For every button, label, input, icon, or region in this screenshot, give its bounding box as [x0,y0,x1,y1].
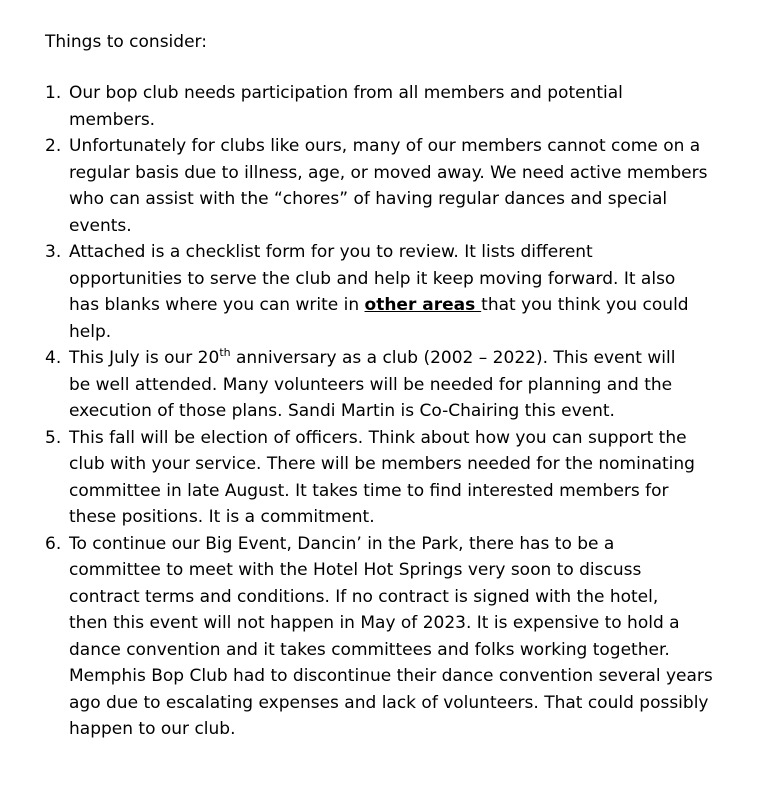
item-text-line: This fall will be election of officers. Think about how you can support the [69,427,687,448]
item-text-line: ago due to escalating expenses and lack of volunteers. That could possibly [69,692,709,713]
list-item [0,239,768,345]
item-text-line: Memphis Bop Club had to discontinue their dance convention several years [69,666,713,686]
item-text-segment: has blanks where you can write in [69,295,365,315]
item-text-line: To continue our Big Event, Dancin’ in the Park, there has to be a [69,533,615,554]
item-text-line: contract terms and conditions. If no contract is signed with the hotel, [69,586,659,607]
item-text-segment: This July is our 20 [69,348,220,368]
list-item [0,345,768,425]
item-text-line: be well attended. Many volunteers will be needed for planning and the [69,374,673,395]
item-text-segment: that you think you could [481,295,689,315]
item-text-line: committee in late August. It takes time to find interested members for [69,480,669,501]
item-number: 2. [45,136,62,156]
item-number: 1. [45,83,62,103]
list-item [0,80,768,133]
item-text-line: Our bop club needs participation from all members and potential [69,83,623,103]
item-text-line: members. [69,109,156,130]
item-text-line: events. [69,215,132,236]
item-text-line: committee to meet with the Hotel Hot Springs very soon to discuss [69,560,642,580]
item-number: 3. [45,242,62,262]
other-areas-emphasis: other areas [364,295,482,315]
item-text-line: who can assist with the “chores” of having regular dances and special [69,189,668,209]
item-text-line: Attached is a checklist form for you to review. It lists different [69,242,593,262]
item-text-line: Unfortunately for clubs like ours, many of our members cannot come on a [69,136,701,156]
list-item [0,425,768,531]
item-text-line [69,292,740,319]
item-text-line: opportunities to serve the club and help it keep moving forward. It also [69,268,676,289]
item-text-line: regular basis due to illness, age, or moved away. We need active members [69,162,708,183]
item-text-line: execution of those plans. Sandi Martin is Co-Chairing this event. [69,401,615,421]
item-text-line: then this event will not happen in May of 2023. It is expensive to hold a [69,613,680,633]
item-number: 5. [45,427,62,448]
page-heading: Things to consider: [45,32,207,52]
item-number: 4. [45,348,62,368]
item-text-line: these positions. It is a commitment. [69,507,375,527]
item-text-line: dance convention and it takes committees and folks working together. [69,639,670,660]
item-number: 6. [45,533,62,554]
list-item [0,531,768,743]
item-text-line: happen to our club. [69,719,236,739]
item-text-line [69,345,740,372]
list-item [0,133,768,239]
item-text-line: club with your service. There will be members needed for the nominating [69,454,695,474]
considerations-list [0,80,768,743]
ordinal-superscript: th [219,346,231,359]
item-text-line: help. [69,321,112,342]
item-text-segment: anniversary as a club (2002 – 2022). This event will [230,348,676,368]
